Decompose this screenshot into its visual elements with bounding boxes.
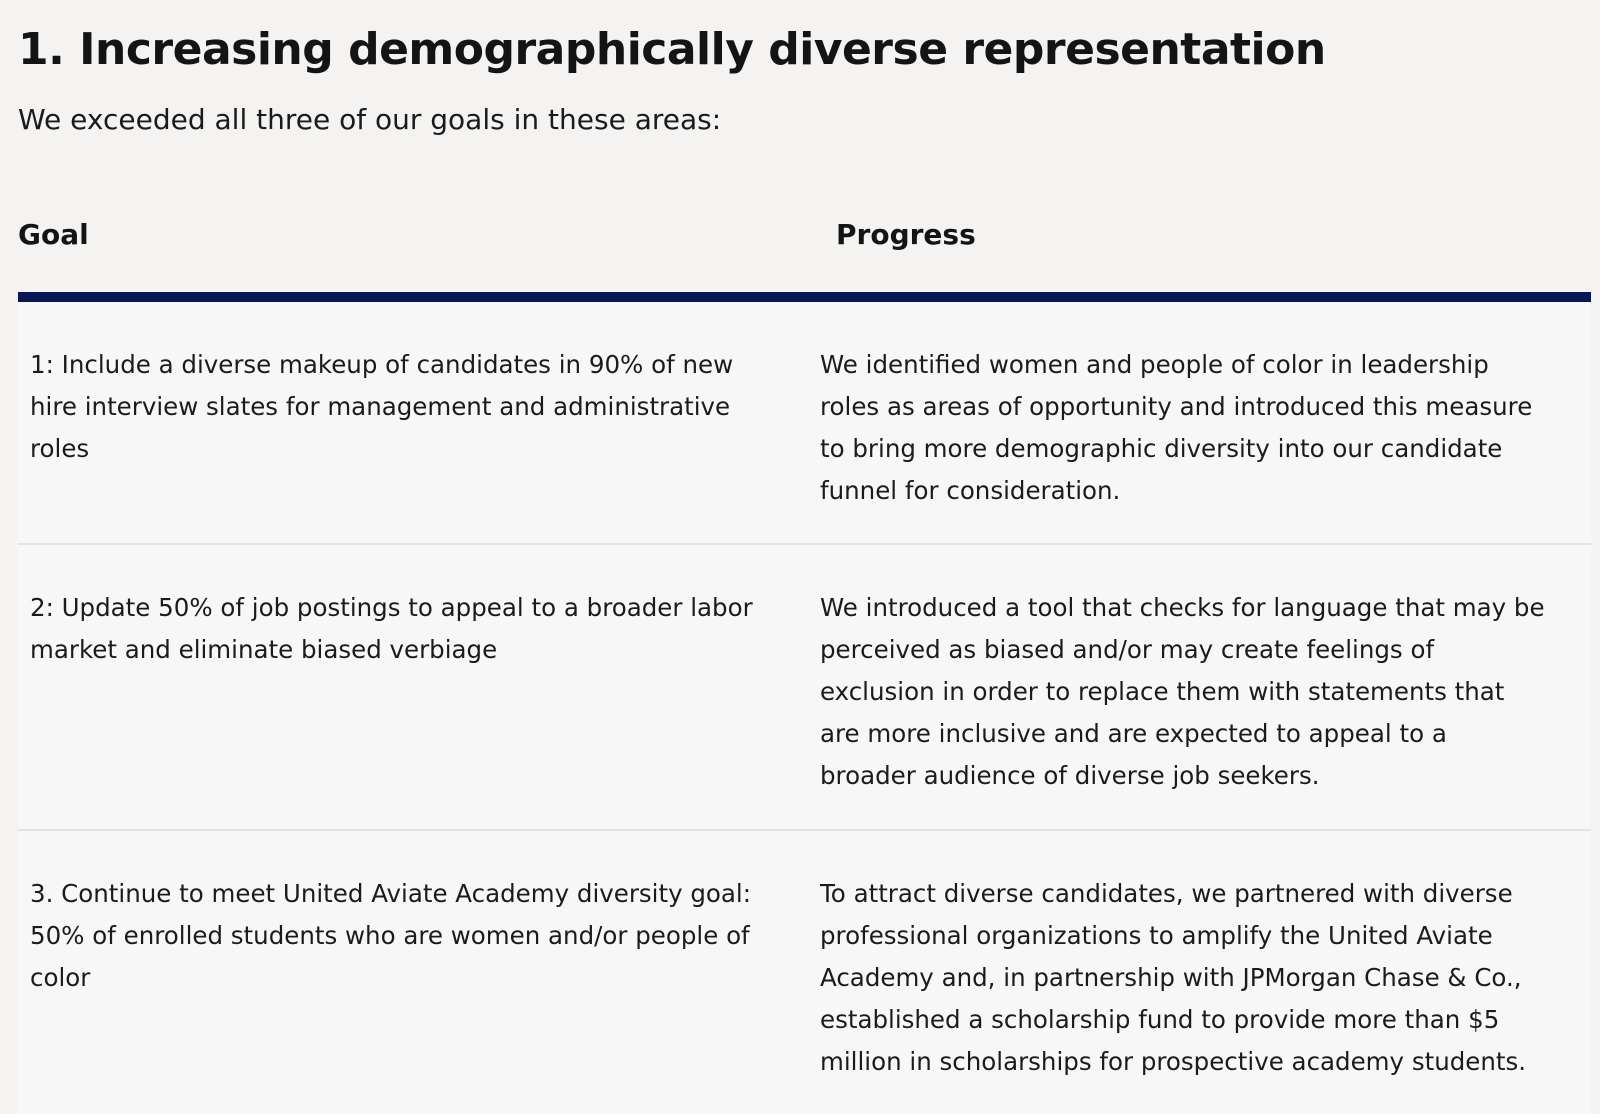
table-header [18, 214, 1591, 302]
goal-column-header: Goal [18, 218, 89, 251]
progress-cell: We identified women and people of color in leadership roles as areas of opportunity and introduced this measure to bring more demographic diversity into our candidate funnel for consideration. [820, 350, 1533, 505]
section-title: 1. Increasing demographically diverse representation [18, 24, 1326, 75]
goal-cell: 2: Update 50% of job postings to appeal to a broader labor market and eliminate biased verbiage [30, 593, 753, 664]
section-intro: We exceeded all three of our goals in these areas: [18, 103, 722, 136]
table-row [18, 302, 1591, 545]
progress-cell: To attract diverse candidates, we partnered with diverse professional organizations to amplify the United Aviate Academy and, in partnership with JPMorgan Chase & Co., established a scholarship fund to provide more than $5 million in scholarships for prospective academy students. [820, 879, 1527, 1076]
table-row [18, 545, 1591, 831]
progress-cell: We introduced a tool that checks for language that may be perceived as biased and/or may create feelings of exclusion in order to replace them with statements that are more inclusive and are expected to appeal to a broader audience of diverse job seekers. [820, 593, 1545, 790]
goals-table [18, 214, 1591, 1114]
goal-cell: 3. Continue to meet United Aviate Academy diversity goal: 50% of enrolled students who are women and/or people of color [30, 879, 751, 992]
goal-cell: 1: Include a diverse makeup of candidates in 90% of new hire interview slates for management and administrative roles [30, 350, 734, 463]
table-row [18, 831, 1591, 1114]
progress-column-header: Progress [836, 218, 976, 251]
